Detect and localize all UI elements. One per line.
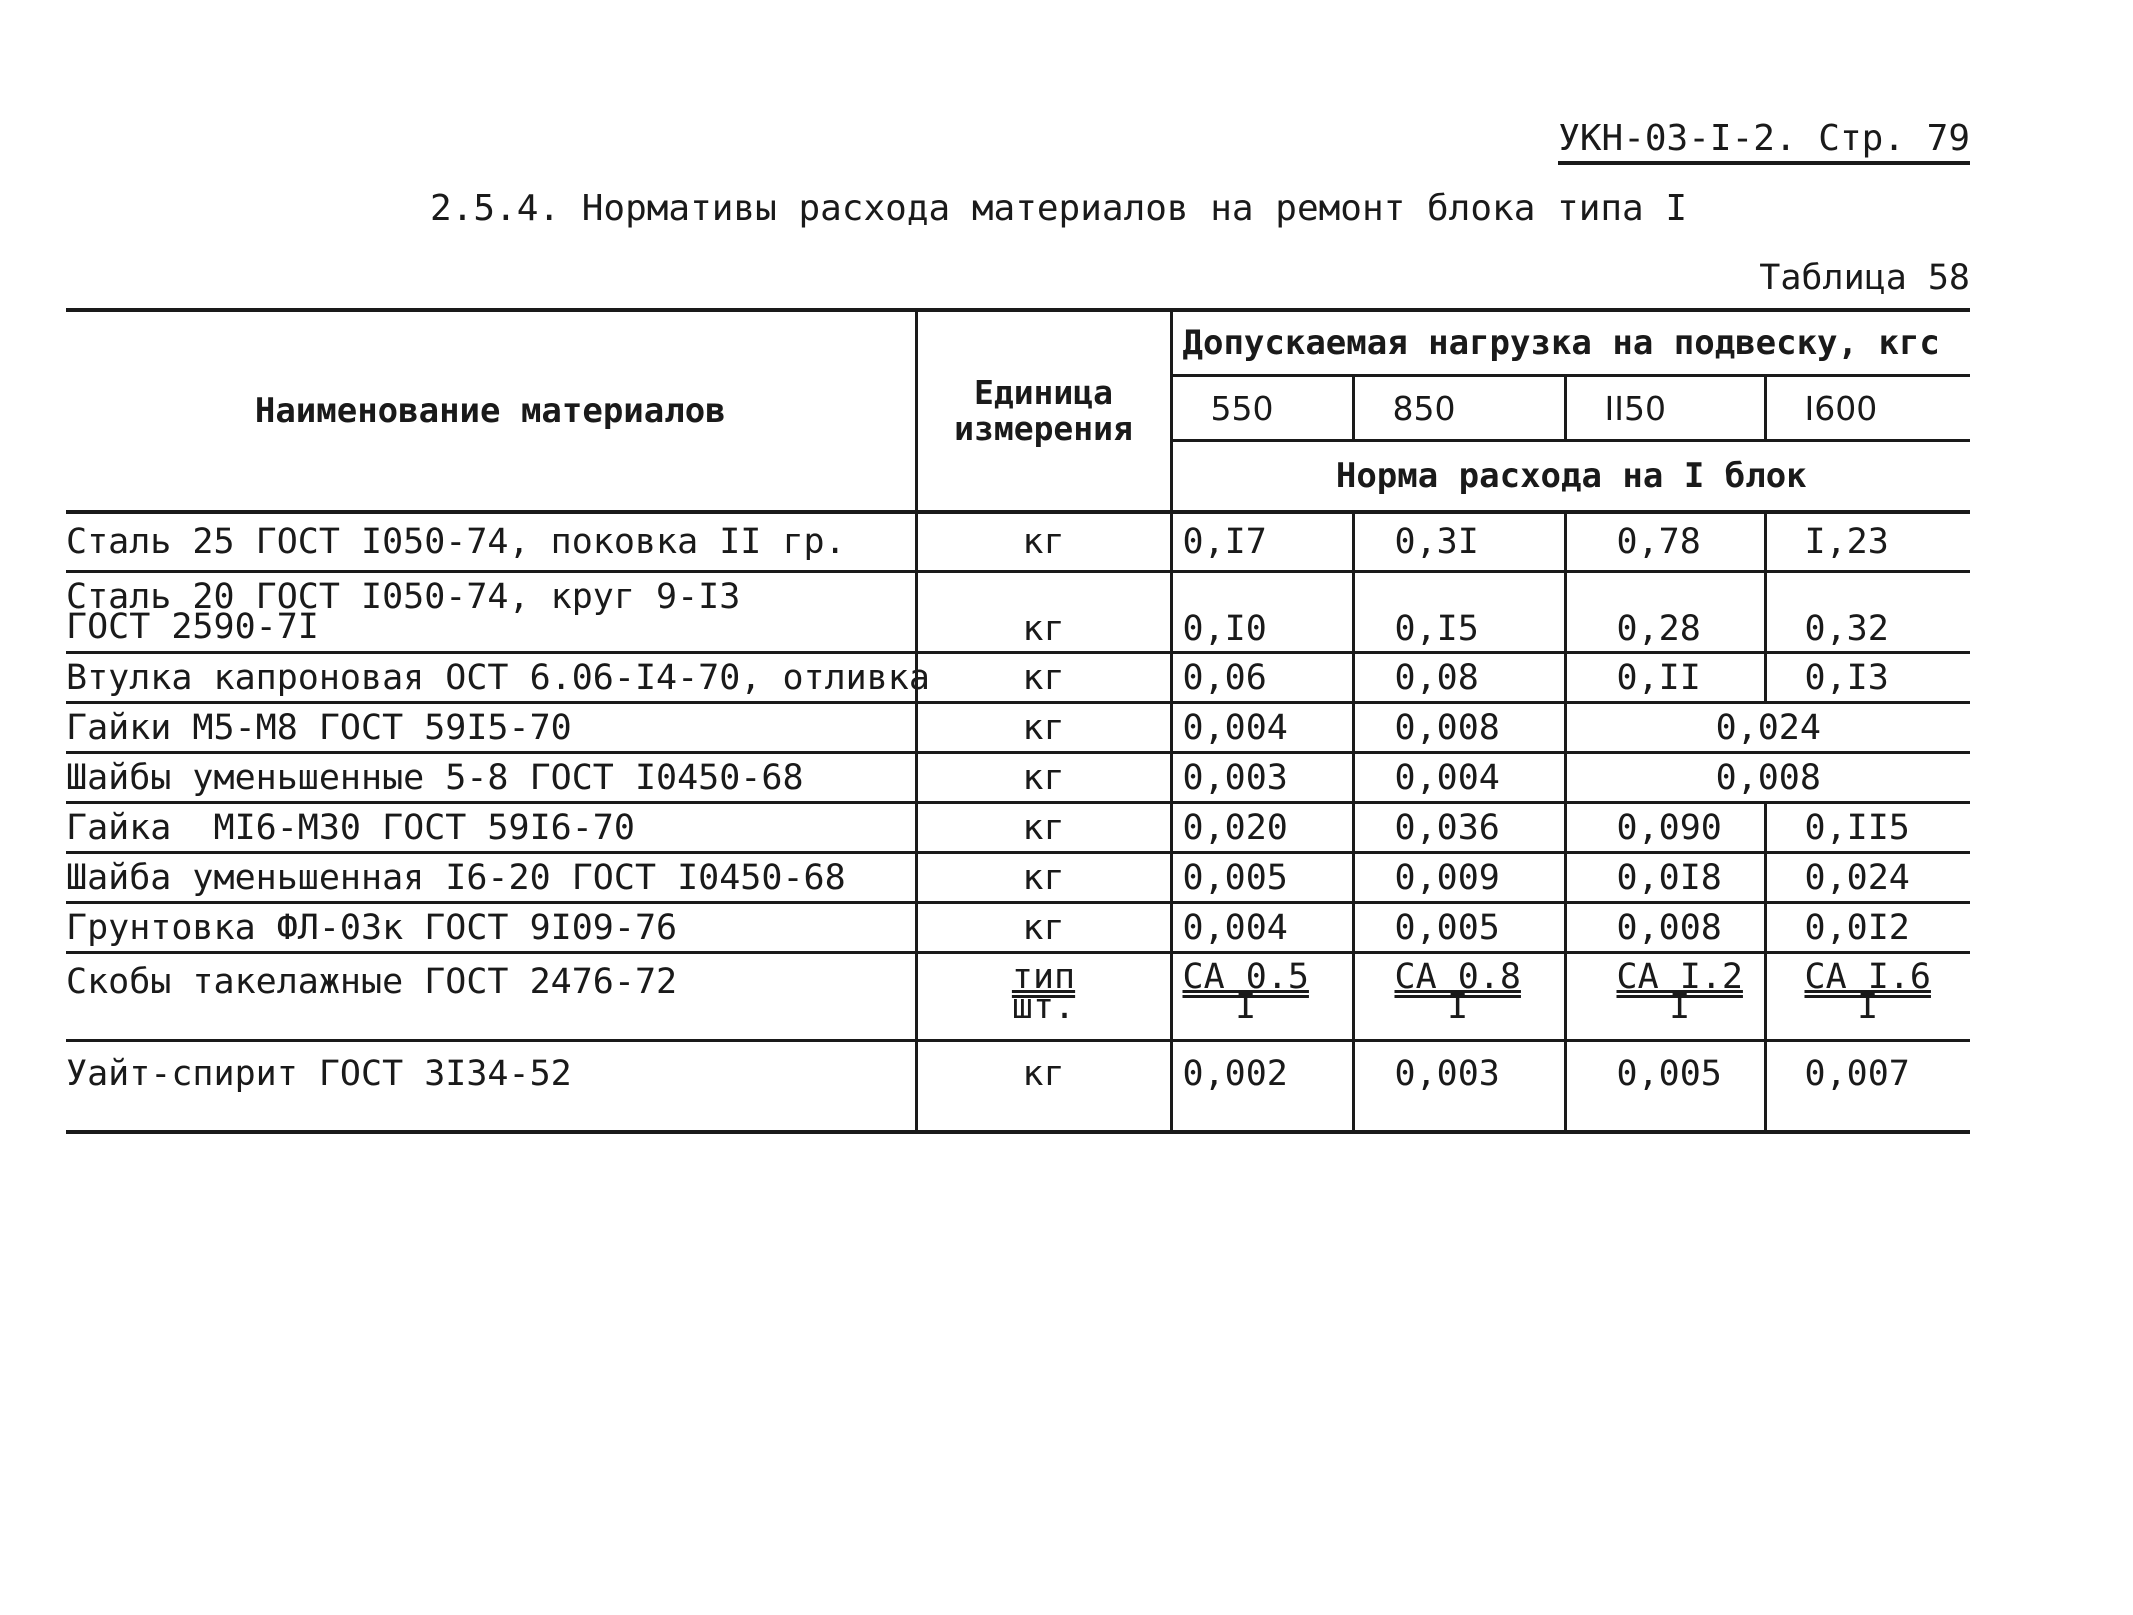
material-name: Шайбы уменьшенные 5-8 ГОСТ I0450-68 [66,753,916,803]
unit-cell: кг [916,572,1171,653]
unit-cell: кг [916,703,1171,753]
material-name: Грунтовка ФЛ-03к ГОСТ 9I09-76 [66,903,916,953]
value-cell: 0,32 [1765,572,1970,653]
table-row [66,953,1970,1041]
unit-denominator: шт. [1011,987,1076,1027]
value-cell: 0,004 [1353,753,1565,803]
page-reference: УКН-03-I-2. Стр. 79 [1558,118,1970,165]
value-cell: 0,005 [1171,853,1353,903]
table-row [66,653,1970,703]
unit-cell: кг [916,753,1171,803]
table-caption: Таблица 58 [1759,258,1970,298]
unit-cell: кг [916,853,1171,903]
value-cell: 0,78 [1565,512,1765,572]
value-cell [1171,953,1353,1041]
value-numerator: СА 0.8 [1394,957,1521,997]
header-load-850: 850 [1353,376,1565,441]
table-row [66,803,1970,853]
unit-numerator: тип [1011,957,1076,997]
value-cell: 0,003 [1171,753,1353,803]
header-unit [916,310,1171,512]
table-row [66,572,1970,653]
material-name: Шайба уменьшенная I6-20 ГОСТ I0450-68 [66,853,916,903]
material-name [66,572,916,653]
material-name: Втулка капроновая ОСТ 6.06-I4-70, отливка [66,653,916,703]
value-cell: 0,005 [1565,1041,1765,1133]
material-name: Скобы такелажные ГОСТ 2476-72 [66,953,916,1041]
value-cell: 0,I3 [1765,653,1970,703]
value-cell: 0,004 [1171,903,1353,953]
value-cell: 0,005 [1353,903,1565,953]
value-cell: 0,024 [1765,853,1970,903]
section-title: 2.5.4. Нормативы расхода материалов на ремонт блока типа I [430,188,1688,229]
value-cell: 0,036 [1353,803,1565,853]
material-name-line1: Сталь 20 ГОСТ I050-74, круг 9-I3 [66,577,741,617]
value-cell: 0,090 [1565,803,1765,853]
material-name: Гайки М5-М8 ГОСТ 59I5-70 [66,703,916,753]
value-cell: 0,28 [1565,572,1765,653]
material-name: Гайка МI6-М30 ГОСТ 59I6-70 [66,803,916,853]
value-cell: 0,020 [1171,803,1353,853]
value-denominator: I [1235,987,1257,1027]
header-unit-line1: Единица [973,373,1114,412]
header-unit-line2: измерения [954,409,1133,448]
value-cell: 0,08 [1353,653,1565,703]
value-cell: 0,008 [1353,703,1565,753]
unit-cell: кг [916,1041,1171,1133]
unit-cell: кг [916,653,1171,703]
value-cell: 0,0I8 [1565,853,1765,903]
value-numerator: СА I.2 [1616,957,1743,997]
table-row [66,703,1970,753]
header-load-550: 550 [1171,376,1353,441]
table-row [66,1041,1970,1133]
value-cell: 0,I7 [1171,512,1353,572]
table-row [66,512,1970,572]
table-row [66,753,1970,803]
header-allowable-load: Допускаемая нагрузка на подвеску, кгс [1171,310,1970,376]
value-cell [1765,953,1970,1041]
unit-cell: кг [916,903,1171,953]
table-row [66,903,1970,953]
value-cell: 0,004 [1171,703,1353,753]
value-denominator: I [1669,987,1691,1027]
value-cell: 0,06 [1171,653,1353,703]
table-row [66,853,1970,903]
value-cell: 0,007 [1765,1041,1970,1133]
value-cell: 0,008 [1565,903,1765,953]
merged-value-cell: 0,024 [1565,703,1970,753]
value-cell [1565,953,1765,1041]
value-denominator: I [1447,987,1469,1027]
unit-cell: кг [916,803,1171,853]
value-cell: 0,003 [1353,1041,1565,1133]
value-cell: 0,002 [1171,1041,1353,1133]
unit-cell: кг [916,512,1171,572]
value-numerator: СА 0.5 [1182,957,1309,997]
value-cell: 0,I0 [1171,572,1353,653]
unit-cell [916,953,1171,1041]
material-name: Уайт-спирит ГОСТ 3I34-52 [66,1041,916,1133]
value-cell: 0,009 [1353,853,1565,903]
material-name: Сталь 25 ГОСТ I050-74, поковка II гр. [66,512,916,572]
header-load-1600: I600 [1765,376,1970,441]
value-cell: 0,II [1565,653,1765,703]
value-cell: I,23 [1765,512,1970,572]
value-cell: 0,I5 [1353,572,1565,653]
value-cell: 0,II5 [1765,803,1970,853]
header-norm-per-block: Норма расхода на I блок [1171,441,1970,513]
header-material-name: Наименование материалов [66,310,916,512]
material-name-line2: ГОСТ 2590-7I [66,607,319,647]
materials-norms-table [66,308,1970,1134]
value-numerator: СА I.6 [1804,957,1931,997]
value-cell: 0,3I [1353,512,1565,572]
value-denominator: I [1857,987,1879,1027]
value-cell: 0,0I2 [1765,903,1970,953]
merged-value-cell: 0,008 [1565,753,1970,803]
value-cell [1353,953,1565,1041]
header-load-1150: II50 [1565,376,1765,441]
